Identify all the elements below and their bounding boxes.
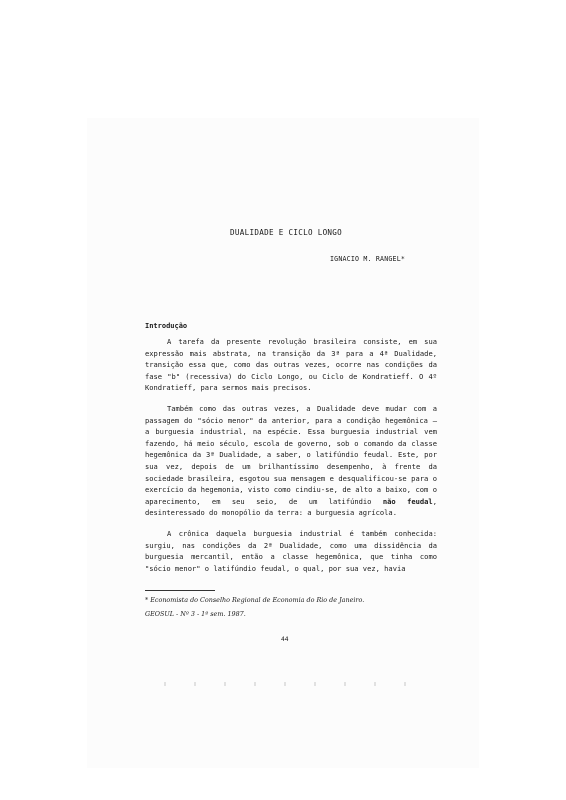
journal-reference: GEOSUL - Nº 3 - 1º sem. 1987. (145, 610, 246, 618)
section-heading: Introdução (145, 322, 188, 330)
page-number: 44 (281, 636, 289, 643)
article-title: DUALIDADE E CICLO LONGO (230, 228, 343, 237)
footnote: * Economista do Conselho Regional de Economia do Rio de Janeiro. (145, 596, 365, 604)
paragraph-text: Também como das outras vezes, a Dualidade deve mudar com a passagem do "sócio menor" da anterior, para a condição hegemônica — a burguesia industrial, na espécie. Essa burguesia industrial vem fazendo, há meio século, escola de governo, sob o comando da classe hegemônica da 3ª Dualidade, a saber, o latifúndio feudal. Este, por sua vez, depois de um brilhantíssimo desempenho, à frente da sociedade brasileira, esgotou sua mensagem e desqualificou-se para o exercício da hegemonia, visto como cindiu-se, de alto a baixo, com o aparecimento, em seu seio, de um latifúndio (145, 403, 437, 506)
paragraph-text: A crônica daquela burguesia industrial é também conhecida: surgiu, nas condições da 2ª Dualidade, como uma dissidência da burguesia mercantil, então a classe hegemônica, que tinha como "sócio menor" o latifúndio feudal, o qual, por sua vez, havia (145, 528, 437, 573)
article-author: IGNACIO M. RANGEL* (330, 255, 406, 263)
paragraph-text: , desinteressado do monopólio da terra: a burguesia agrícola. (145, 496, 437, 518)
scan-artifact (150, 682, 420, 686)
article-body (145, 336, 437, 583)
paragraph-3 (145, 528, 437, 574)
paragraph-text: A tarefa da presente revolução brasileira consiste, em sua expressão mais abstrata, na transição da 3ª para a 4ª Dualidade, transição essa que, como das outras vezes, ocorre nas condições da fase "b" (recessiva) do Ciclo Longo, ou Ciclo de Kondratieff. O 4º Kondratieff, para sermos mais precisos. (145, 337, 437, 393)
footnote-rule (145, 590, 215, 591)
emphasis-text: não feudal (382, 496, 433, 506)
paragraph-2 (145, 403, 437, 519)
paragraph-1 (145, 336, 437, 394)
